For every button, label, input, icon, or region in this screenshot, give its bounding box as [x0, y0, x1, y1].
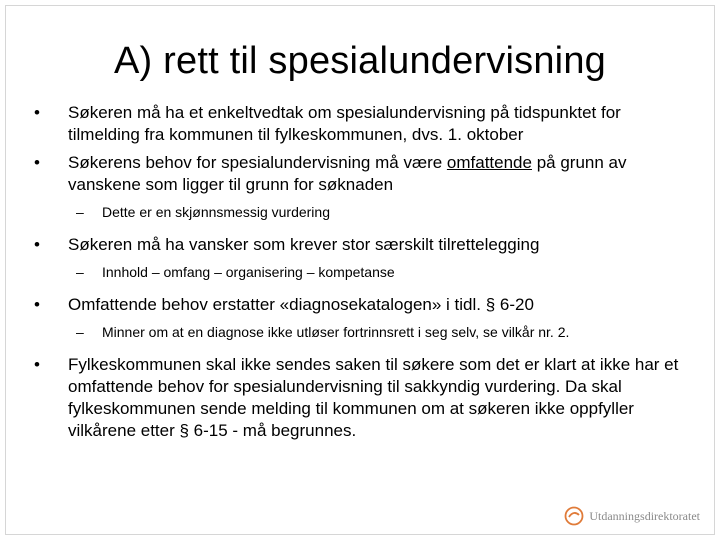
- slide-title: A) rett til spesialundervisning: [114, 40, 606, 82]
- dash-marker: –: [76, 204, 84, 220]
- sub-list-item: [30, 202, 690, 222]
- list-item: [30, 152, 690, 196]
- slide: [5, 5, 715, 535]
- sub-list-item: [30, 322, 690, 342]
- list-item-text: Omfattende behov erstatter «diagnosekatalogen» i tidl. § 6-20: [68, 295, 534, 314]
- list-item: [30, 354, 690, 442]
- sub-list-item: [30, 262, 690, 282]
- sub-list-item-text: Minner om at en diagnose ikke utløser fortrinnsrett i seg selv, se vilkår nr. 2.: [102, 324, 570, 340]
- logo: [564, 506, 700, 526]
- dash-marker: –: [76, 264, 84, 280]
- sub-list-item-text: Innhold – omfang – organisering – kompetanse: [102, 264, 395, 280]
- bullet-list: [30, 102, 690, 448]
- dash-marker: –: [76, 324, 84, 340]
- bullet-marker: •: [34, 355, 40, 374]
- list-item-text: Fylkeskommunen skal ikke sendes saken til søkere som det er klart at ikke har et omfattende behov for spesialundervisning til sakkyndig vurdering. Da skal fylkeskommunen sende melding til kommunen om at søkeren ikke oppfyller vilkårene etter § 6-15 - må begrunnes.: [68, 355, 679, 440]
- utdanningsdirektoratet-logo-icon: [564, 506, 584, 526]
- text-segment: Søkerens behov for spesialundervisning må være: [68, 153, 447, 172]
- underlined-word: omfattende: [446, 153, 532, 172]
- sub-list-item-text: Dette er en skjønnsmessig vurdering: [102, 204, 330, 220]
- bullet-marker: •: [34, 235, 40, 254]
- list-item-text: Søkeren må ha vansker som krever stor særskilt tilrettelegging: [68, 235, 540, 254]
- list-item: [30, 294, 690, 316]
- list-item-text: Søkeren må ha et enkeltvedtak om spesialundervisning på tidspunktet for tilmelding fra kommunen til fylkeskommunen, dvs. 1. oktober: [68, 103, 621, 144]
- bullet-marker: •: [34, 153, 40, 172]
- bullet-marker: •: [34, 103, 40, 122]
- list-item: [30, 234, 690, 256]
- list-item-text: [68, 153, 626, 194]
- logo-text: Utdanningsdirektoratet: [589, 508, 700, 523]
- list-item: [30, 102, 690, 146]
- text-segment: på grunn av vanskene som ligger til grunn for søknaden: [68, 153, 627, 194]
- bullet-marker: •: [34, 295, 40, 314]
